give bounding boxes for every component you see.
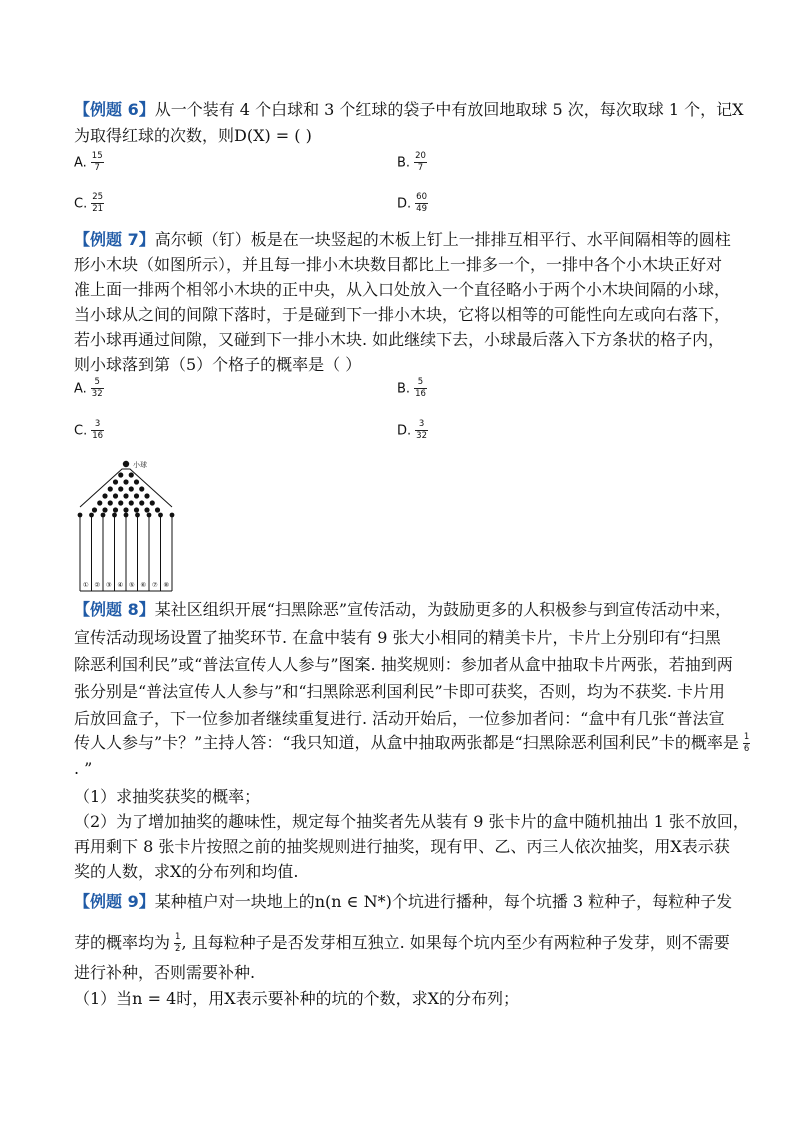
- ex9-line2: [74, 932, 730, 954]
- slot-label: ④: [117, 581, 124, 589]
- option-label: C.: [74, 196, 88, 212]
- option-label: A.: [74, 155, 87, 171]
- peg: [118, 472, 123, 477]
- peg: [144, 507, 149, 512]
- ex7-line1: [74, 229, 731, 251]
- ex6-option-b[interactable]: [397, 152, 427, 173]
- peg: [97, 500, 102, 505]
- slot-label: ⑧: [163, 581, 170, 589]
- peg: [135, 513, 140, 518]
- fraction: $\frac{5}{32}$: [91, 377, 103, 399]
- ex9-tag: 【例题 9】: [74, 892, 155, 911]
- ex8-text1: 某社区组织开展“扫黑除恶”宣传活动，为鼓励更多的人积极参与到宣传活动中来，: [154, 600, 732, 619]
- ex7-line5: 若小球再通过间隙，又碰到下一排小木块. 如此继续下去，小球最后落入下方条状的格子内，: [74, 330, 725, 349]
- ex8-line2: 宣传活动现场设置了抽奖环节. 在盒中装有 9 张大小相同的精美卡片，卡片上分别印有“扫黑: [74, 628, 721, 647]
- ex7-option-b[interactable]: [397, 378, 427, 399]
- peg: [108, 486, 113, 491]
- fraction: $\frac{15}{7}$: [91, 151, 103, 173]
- option-label: C.: [74, 423, 88, 439]
- fraction-one-sixth: $\frac{1}{6}$: [743, 732, 750, 754]
- fraction: $\frac{5}{16}$: [415, 377, 426, 399]
- peg: [129, 500, 134, 505]
- peg: [113, 479, 118, 484]
- ex7-text1: 高尔顿（钉）板是在一块竖起的木板上钉上一排排互相平行、水平间隔相等的圆柱: [154, 230, 731, 249]
- peg: [150, 500, 155, 505]
- peg: [92, 507, 97, 512]
- fraction: $\frac{20}{7}$: [415, 151, 426, 173]
- peg: [118, 500, 123, 505]
- galton-board-drawing: [78, 461, 175, 591]
- slot-label: ⑦: [151, 581, 158, 589]
- peg: [123, 507, 128, 512]
- option-label: B.: [397, 381, 411, 397]
- slot-label: ⑥: [140, 581, 147, 589]
- peg: [158, 513, 163, 518]
- ex7-line2: 形小木块（如图所示），并且每一排小木块数目都比上一排多一个，一排中各个小木块正好对: [74, 255, 723, 274]
- ex8-line4: 张分别是“普法宣传人人参与”和“扫黑除恶利国利民”卡即可获奖，否则，均为不获奖. 卡片用: [74, 682, 725, 701]
- peg: [134, 479, 139, 484]
- ex8-line3: 除恶利国利民”或“普法宣传人人参与”图案. 抽奖规则：参加者从盒中抽取卡片两张，若抽到两: [74, 655, 733, 674]
- board-roof: [80, 469, 172, 507]
- peg: [102, 493, 107, 498]
- ex9-text2b: , 且每粒种子是否发芽相互独立. 如果每个坑内至少有两粒种子发芽，则不需要: [181, 933, 730, 952]
- peg: [139, 486, 144, 491]
- ex8-tag: 【例题 8】: [74, 600, 155, 619]
- ex7-line3: 准上面一排两个相邻小木块的正中央，从入口处放入一个直径略小于两个小木块间隔的小球，: [74, 280, 731, 299]
- peg: [78, 513, 83, 518]
- peg: [113, 493, 118, 498]
- peg: [108, 500, 113, 505]
- ex8-q2c: 奖的人数，求X的分布列和均值.: [74, 862, 299, 881]
- ex8-text6: 传人人参与”卡？”主持人答：“我只知道，从盒中抽取两张都是“扫黑除恶利国利民”卡的概率是: [74, 733, 739, 752]
- peg: [134, 493, 139, 498]
- ball-label: 小球: [133, 461, 147, 469]
- ex9-line3: 进行补种，否则需要补种.: [74, 963, 256, 982]
- ex7-tag: 【例题 7】: [74, 230, 155, 249]
- peg: [139, 500, 144, 505]
- ex8-line6: [74, 732, 750, 754]
- peg: [113, 507, 118, 512]
- ex6-tag: 【例题 6】: [74, 100, 155, 119]
- ex9-text2a: 芽的概率均为: [74, 933, 171, 952]
- ex9-text1: 某种植户对一块地上的n(n ∈ N*)个坑进行播种，每个坑播 3 粒种子，每粒种子发: [154, 892, 733, 911]
- peg: [102, 507, 107, 512]
- peg: [123, 493, 128, 498]
- peg: [124, 513, 129, 518]
- ex7-line6: 则小球落到第（5）个格子的概率是（ ）: [74, 355, 362, 374]
- peg: [129, 486, 134, 491]
- fraction: $\frac{3}{32}$: [416, 419, 427, 441]
- ex6-text1: 从一个装有 4 个白球和 3 个红球的袋子中有放回地取球 5 次，每次取球 1 个，记X: [154, 100, 744, 119]
- peg: [170, 513, 175, 518]
- ex8-q1: （1）求抽奖获奖的概率；: [74, 787, 261, 806]
- option-label: B.: [397, 155, 411, 171]
- peg: [129, 472, 134, 477]
- peg: [147, 513, 152, 518]
- peg: [134, 507, 139, 512]
- ex8-line1: [74, 599, 731, 621]
- ex8-line7: . ”: [74, 759, 93, 778]
- option-label: A.: [74, 381, 87, 397]
- ex6-option-d[interactable]: [397, 193, 428, 214]
- peg: [123, 479, 128, 484]
- ex7-line4: 当小球从之间的间隙下落时，于是碰到下一排小木块，它将以相等的可能性向左或向右落下，: [74, 305, 731, 324]
- ex6-line1: [74, 99, 744, 121]
- ex6-line2: 为取得红球的次数，则D(X) = ( ): [74, 126, 312, 145]
- ex7-option-a[interactable]: [74, 378, 104, 399]
- ex6-option-a[interactable]: [74, 152, 104, 173]
- fraction: $\frac{60}{49}$: [416, 192, 427, 214]
- option-label: D.: [397, 196, 412, 212]
- peg: [144, 493, 149, 498]
- ex8-line5: 后放回盒子，下一位参加者继续重复进行. 活动开始后，一位参加者问：“盒中有几张“普法宣: [74, 709, 725, 728]
- ex9-q1: （1）当n = 4时，用X表示要补种的坑的个数，求X的分布列；: [74, 989, 520, 1008]
- fraction: $\frac{25}{21}$: [92, 192, 104, 214]
- peg: [155, 507, 160, 512]
- ex8-q2a: （2）为了增加抽奖的趣味性，规定每个抽奖者先从装有 9 张卡片的盒中随机抽出 1 张不放回，: [74, 812, 749, 831]
- ex7-option-d[interactable]: [397, 420, 428, 441]
- ex9-line1: [74, 891, 732, 913]
- fraction: $\frac{3}{16}$: [92, 419, 104, 441]
- ex7-option-c[interactable]: [74, 420, 104, 441]
- peg: [118, 486, 123, 491]
- peg: [112, 513, 117, 518]
- slot-label: ②: [94, 581, 101, 589]
- ex6-option-c[interactable]: [74, 193, 104, 214]
- entry-ball: [123, 461, 129, 467]
- slot-label: ③: [105, 581, 112, 589]
- peg: [89, 513, 94, 518]
- slot-label: ⑤: [128, 581, 135, 589]
- galton-board-figure: [76, 457, 176, 597]
- option-label: D.: [397, 423, 412, 439]
- fraction-one-half: $\frac{1}{2}$: [175, 932, 181, 954]
- peg: [101, 513, 106, 518]
- slot-label: ①: [82, 581, 89, 589]
- ex8-q2b: 再用剩下 8 张卡片按照之前的抽奖规则进行抽奖，现有甲、乙、丙三人依次抽奖，用X表示获: [74, 837, 730, 856]
